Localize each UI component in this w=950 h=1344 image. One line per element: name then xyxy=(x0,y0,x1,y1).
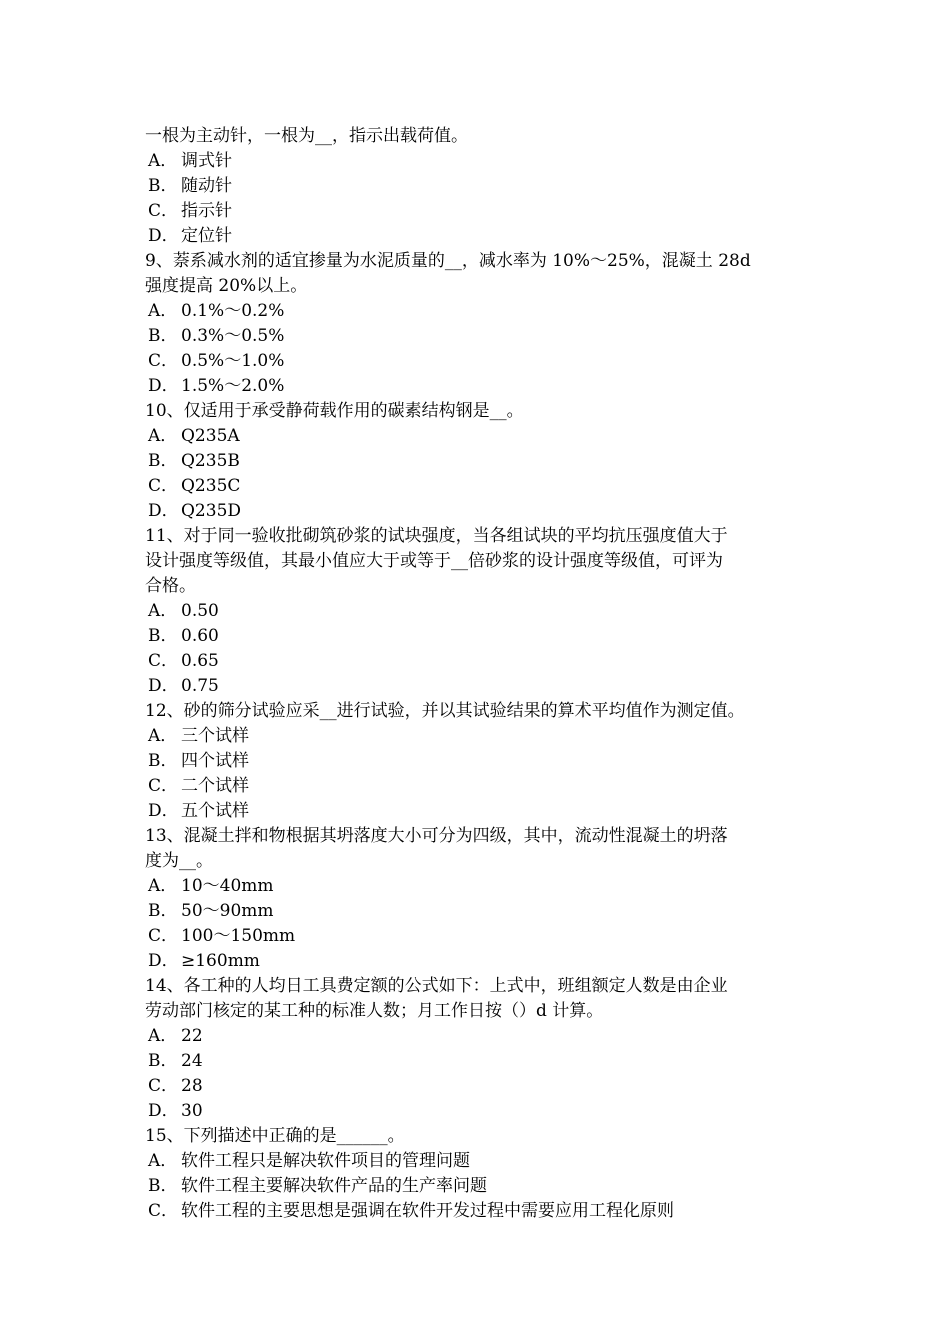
option-c xyxy=(145,649,810,674)
option-letter: A． xyxy=(148,151,178,171)
option-b xyxy=(145,174,810,199)
option-text: 0.1%～0.2% xyxy=(181,301,285,321)
option-d xyxy=(145,499,810,524)
option-d xyxy=(145,949,810,974)
option-text: 100～150mm xyxy=(181,926,296,946)
option-letter: B． xyxy=(148,451,178,471)
option-letter: D． xyxy=(148,676,179,696)
option-letter: C． xyxy=(148,476,179,496)
question-15 xyxy=(145,1124,810,1224)
question-9 xyxy=(145,249,810,399)
option-text: ≥160mm xyxy=(181,951,260,971)
option-text: 软件工程的主要思想是强调在软件开发过程中需要应用工程化原则 xyxy=(181,1201,674,1221)
option-c xyxy=(145,199,810,224)
option-text: 0.3%～0.5% xyxy=(181,326,285,346)
option-text: 随动针 xyxy=(181,176,232,196)
option-text: 二个试样 xyxy=(181,776,249,796)
question-12 xyxy=(145,699,810,824)
option-text: 28 xyxy=(181,1076,203,1096)
option-text: 定位针 xyxy=(181,226,232,246)
option-letter: D． xyxy=(148,1101,179,1121)
option-d xyxy=(145,799,810,824)
option-letter: A． xyxy=(148,601,178,621)
option-b xyxy=(145,624,810,649)
question-stem-line: 11、对于同一验收批砌筑砂浆的试块强度，当各组试块的平均抗压强度值大于 xyxy=(145,526,728,546)
option-c xyxy=(145,924,810,949)
option-d xyxy=(145,224,810,249)
option-text: 0.65 xyxy=(181,651,219,671)
option-letter: B． xyxy=(148,1051,178,1071)
option-letter: B． xyxy=(148,326,178,346)
option-letter: A． xyxy=(148,726,178,746)
option-a xyxy=(145,874,810,899)
option-text: 0.5%～1.0% xyxy=(181,351,285,371)
option-text: 软件工程只是解决软件项目的管理问题 xyxy=(181,1151,470,1171)
option-letter: D． xyxy=(148,376,179,396)
option-d xyxy=(145,1099,810,1124)
option-letter: B． xyxy=(148,751,178,771)
option-letter: B． xyxy=(148,626,178,646)
option-b xyxy=(145,1049,810,1074)
option-d xyxy=(145,374,810,399)
option-d xyxy=(145,674,810,699)
option-letter: C． xyxy=(148,351,179,371)
option-letter: C． xyxy=(148,1076,179,1096)
option-letter: D． xyxy=(148,226,179,246)
question-stem: 一根为主动针，一根为__，指示出载荷值。 xyxy=(145,126,468,146)
document-page xyxy=(145,124,810,1224)
option-letter: A． xyxy=(148,426,178,446)
question-10 xyxy=(145,399,810,524)
question-stem-line: 劳动部门核定的某工种的标准人数；月工作日按（）d 计算。 xyxy=(145,1001,604,1021)
option-c xyxy=(145,349,810,374)
option-b xyxy=(145,449,810,474)
option-letter: A． xyxy=(148,301,178,321)
option-letter: D． xyxy=(148,951,179,971)
option-a xyxy=(145,299,810,324)
option-a xyxy=(145,599,810,624)
option-b xyxy=(145,1174,810,1199)
question-stem-line: 设计强度等级值，其最小值应大于或等于__倍砂浆的设计强度等级值，可评为 xyxy=(145,551,723,571)
option-text: 指示针 xyxy=(181,201,232,221)
option-text: Q235A xyxy=(181,426,240,446)
question-stem-line: 度为__。 xyxy=(145,851,213,871)
option-letter: B． xyxy=(148,176,178,196)
option-a xyxy=(145,149,810,174)
option-letter: C． xyxy=(148,776,179,796)
option-letter: D． xyxy=(148,501,179,521)
question-14 xyxy=(145,974,810,1124)
option-text: 22 xyxy=(181,1026,203,1046)
option-letter: C． xyxy=(148,651,179,671)
question-stem-line: 合格。 xyxy=(145,576,196,596)
option-letter: B． xyxy=(148,901,178,921)
option-letter: C． xyxy=(148,1201,179,1221)
option-a xyxy=(145,724,810,749)
option-text: 四个试样 xyxy=(181,751,249,771)
question-stem: 10、仅适用于承受静荷载作用的碳素结构钢是__。 xyxy=(145,401,524,421)
option-b xyxy=(145,324,810,349)
option-text: 10～40mm xyxy=(181,876,274,896)
option-text: 软件工程主要解决软件产品的生产率问题 xyxy=(181,1176,487,1196)
option-letter: A． xyxy=(148,876,178,896)
option-letter: A． xyxy=(148,1026,178,1046)
question-13 xyxy=(145,824,810,974)
question-stem-line: 13、混凝土拌和物根据其坍落度大小可分为四级，其中，流动性混凝土的坍落 xyxy=(145,826,728,846)
option-text: 0.75 xyxy=(181,676,219,696)
option-a xyxy=(145,424,810,449)
option-b xyxy=(145,899,810,924)
question-stem-line: 强度提高 20%以上。 xyxy=(145,276,308,296)
option-c xyxy=(145,774,810,799)
option-a xyxy=(145,1149,810,1174)
option-c xyxy=(145,474,810,499)
option-text: 0.60 xyxy=(181,626,219,646)
option-c xyxy=(145,1199,810,1224)
option-letter: B． xyxy=(148,1176,178,1196)
option-text: Q235D xyxy=(181,501,242,521)
option-text: 30 xyxy=(181,1101,203,1121)
question-stem-line: 14、各工种的人均日工具费定额的公式如下：上式中，班组额定人数是由企业 xyxy=(145,976,728,996)
question-stem: 12、砂的筛分试验应采__进行试验，并以其试验结果的算术平均值作为测定值。 xyxy=(145,701,745,721)
option-text: 调式针 xyxy=(181,151,232,171)
question-8-continued xyxy=(145,124,810,249)
option-c xyxy=(145,1074,810,1099)
option-a xyxy=(145,1024,810,1049)
question-11 xyxy=(145,524,810,699)
option-letter: A． xyxy=(148,1151,178,1171)
option-letter: C． xyxy=(148,201,179,221)
option-text: Q235C xyxy=(181,476,241,496)
option-text: 24 xyxy=(181,1051,203,1071)
option-b xyxy=(145,749,810,774)
option-letter: C． xyxy=(148,926,179,946)
option-text: 50～90mm xyxy=(181,901,274,921)
question-stem: 15、下列描述中正确的是______。 xyxy=(145,1126,405,1146)
option-text: 三个试样 xyxy=(181,726,249,746)
option-letter: D． xyxy=(148,801,179,821)
option-text: Q235B xyxy=(181,451,240,471)
option-text: 1.5%～2.0% xyxy=(181,376,285,396)
option-text: 0.50 xyxy=(181,601,219,621)
option-text: 五个试样 xyxy=(181,801,249,821)
question-stem-line: 9、萘系减水剂的适宜掺量为水泥质量的__，减水率为 10%～25%，混凝土 28d xyxy=(145,251,751,271)
